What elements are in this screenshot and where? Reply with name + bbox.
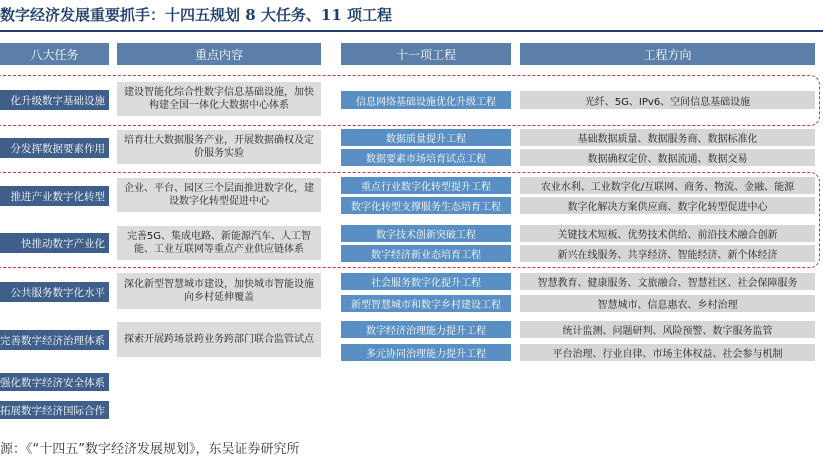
direction-10: 统计监测、问题研判、风险预警、数字服务监管 [520,321,815,338]
project-8: 社会服务数字化提升工程 [341,273,511,290]
header-contents: 重点内容 [117,43,321,65]
direction-4: 农业水利、工业数字化/互联网、商务、物流、金融、能源 [520,177,815,194]
project-7: 数字经济新业态培育工程 [341,245,511,262]
page-title: 数字经济发展重要抓手：十四五规划 8 大任务、11 项工程 [0,6,392,24]
task-public-services: 公共服务数字化水平 [0,282,109,302]
direction-2: 基础数据质量、数据服务商、数据标准化 [520,129,815,146]
task-security: 强化数字经济安全体系 [0,373,109,391]
direction-6: 关键技术短板、优势技术供给、前沿技术融合创新 [520,225,815,242]
project-1: 信息网络基础设施优化升级工程 [341,91,511,109]
project-9: 新型智慧城市和数字乡村建设工程 [341,295,511,312]
content-infrastructure: 建设智能化综合性数字信息基础设施，加快构建全国一体化大数据中心体系 [117,82,321,116]
title-underline [0,30,823,32]
project-6: 数字技术创新突破工程 [341,225,511,242]
project-10: 数字经济治理能力提升工程 [341,321,511,338]
direction-5: 数字化解决方案供应商、数字化转型促进中心 [520,197,815,214]
project-2: 数据质量提升工程 [341,129,511,146]
task-governance: 完善数字经济治理体系 [0,330,109,350]
task-infrastructure: 化升级数字基础设施 [0,90,109,110]
task-international: 拓展数字经济国际合作 [0,401,109,419]
task-industry-digitalization: 推进产业数字化转型 [0,186,109,206]
content-governance: 探索开展跨场景跨业务跨部门联合监管试点 [117,322,321,357]
source-note: 源：《“十四五”数字经济发展规划》，东吴证券研究所 [0,442,300,457]
direction-7: 新兴在线服务、共享经济、智能经济、新个体经济 [520,245,815,262]
direction-1: 光纤、5G、IPv6、空间信息基础设施 [520,91,815,109]
header-tasks: 八大任务 [0,43,109,65]
direction-11: 平台治理、行业自律、市场主体权益、社会参与机制 [520,344,815,361]
direction-3: 数据确权定价、数据流通、数据交易 [520,149,815,166]
content-digital-industrialization: 完善5G、集成电路、新能源汽车、人工智能、工业互联网等重点产业供应链体系 [117,226,321,260]
task-digital-industrialization: 快推动数字产业化 [0,233,109,253]
direction-9: 智慧城市、信息惠农、乡村治理 [520,295,815,312]
content-data-elements: 培育壮大数据服务产业，开展数据确权及定价服务实验 [117,130,321,164]
header-projects: 十一项工程 [341,43,511,65]
project-3: 数据要素市场培育试点工程 [341,149,511,166]
direction-8: 智慧教育、健康服务、文旅融合、智慧社区、社会保障服务 [520,273,815,290]
header-directions: 工程方向 [520,43,815,65]
task-data-elements: 分发挥数据要素作用 [0,138,109,158]
content-public-services: 深化新型智慧城市建设，加快城市智能设施向乡村延伸覆盖 [117,273,321,309]
project-5: 数字化转型支撑服务生态培育工程 [341,197,511,214]
project-4: 重点行业数字化转型提升工程 [341,177,511,194]
project-11: 多元协同治理能力提升工程 [341,344,511,361]
content-industry-digitalization: 企业、平台、园区三个层面推进数字化，建设数字化转型促进中心 [117,178,321,212]
